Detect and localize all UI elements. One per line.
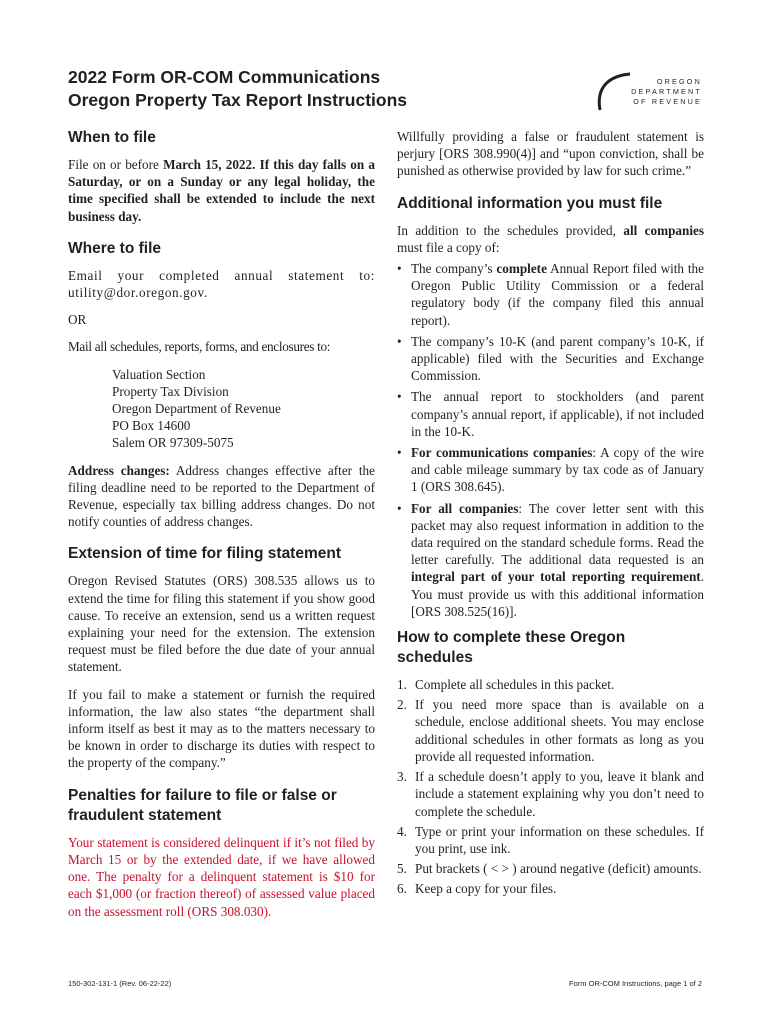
step-text: Complete all schedules in this packet. bbox=[415, 677, 615, 693]
mail-instruction: Mail all schedules, reports, forms, and enclosures to: bbox=[68, 339, 331, 355]
title-line-1: 2022 Form OR-COM Communications bbox=[68, 67, 381, 87]
step-text: Put brackets ( < > ) around negative (deficit) amounts. bbox=[415, 861, 702, 877]
address-line: PO Box 14600 bbox=[112, 418, 191, 434]
logo-line-1: OREGON bbox=[656, 77, 702, 86]
when-to-file-text bbox=[68, 156, 375, 225]
bullet-icon: • bbox=[397, 333, 402, 349]
address-line: Property Tax Division bbox=[112, 383, 229, 399]
where-to-file-heading: Where to file bbox=[68, 239, 162, 257]
page-indicator: Form OR-COM Instructions, page 1 of 2 bbox=[569, 979, 702, 988]
list-item bbox=[397, 696, 704, 765]
address-line: Salem OR 97309-5075 bbox=[112, 435, 234, 451]
list-item bbox=[397, 768, 704, 820]
extension-heading: Extension of time for filing statement bbox=[68, 545, 341, 563]
list-item bbox=[397, 388, 704, 440]
when-to-file-heading: When to file bbox=[68, 129, 156, 146]
extension-paragraph-1: Oregon Revised Statutes (ORS) 308.535 allows us to extend the time for filing this statement if you show good cause. To receive an extension, send us a written request explaining your need for the extension. The extension request must be filed before the due date of your annual statement. bbox=[68, 573, 375, 675]
bullet-icon: • bbox=[397, 389, 402, 405]
item-text: The annual report to stockholders (and parent company’s annual report, if applicable), if not included in the 10-K. bbox=[411, 389, 704, 439]
item-text: The company’s 10-K (and parent company’s 10-K, if applicable) filed with the Securities and Exchange Commission. bbox=[411, 333, 704, 384]
list-item bbox=[397, 880, 704, 897]
item-bold: complete bbox=[496, 261, 547, 277]
item-bold: For communications companies bbox=[411, 445, 593, 461]
step-number: 4. bbox=[397, 823, 407, 839]
intro-bold: all companies bbox=[623, 222, 704, 238]
item-text: : A copy of the wire and cable mileage summary by tax code as of January 1 (ORS 308.645). bbox=[411, 445, 704, 495]
bullet-icon: • bbox=[397, 261, 402, 277]
logo-line-3: OF REVENUE bbox=[633, 97, 702, 106]
logo-line-2: DEPARTMENT bbox=[631, 87, 702, 96]
step-number: 2. bbox=[397, 697, 407, 713]
bullet-icon: • bbox=[397, 445, 402, 461]
when-to-file-bold: March 15, 2022. If this day falls on a Saturday, or on a Sunday or any legal holiday, the time specified shall be extended to include the next business day. bbox=[68, 157, 375, 224]
item-text: : The cover letter sent with this packet may also request information in addition to the data required on the standard schedule forms. Read the letter carefully. The additional data requested is an bbox=[411, 500, 705, 568]
step-text: Type or print your information on these schedules. If you print, use ink. bbox=[415, 823, 704, 856]
list-item bbox=[397, 333, 704, 385]
perjury-statement: Willfully providing a false or fraudulent statement is perjury [ORS 308.990(4)] and “upon conviction, shall be punished as otherwise provided by law for such crime.” bbox=[397, 129, 704, 179]
address-changes-note bbox=[68, 462, 375, 531]
list-item bbox=[397, 444, 704, 496]
item-bold: integral part of your total reporting requirement bbox=[411, 569, 701, 585]
title-line-2: Oregon Property Tax Report Instructions bbox=[68, 90, 408, 110]
left-column bbox=[68, 128, 375, 930]
penalties-heading: Penalties for failure to file or false or fraudulent statement bbox=[68, 786, 337, 824]
address-changes-label: Address changes: bbox=[68, 462, 170, 478]
intro-plain: In addition to the schedules provided, bbox=[397, 222, 624, 238]
item-text: . You must provide us with this additional information [ORS 308.525(16)]. bbox=[411, 569, 704, 619]
list-item bbox=[397, 860, 704, 877]
right-column bbox=[397, 128, 704, 901]
when-to-file-plain: File on or before bbox=[68, 157, 164, 172]
intro-end: must file a copy of: bbox=[397, 239, 500, 255]
steps-list bbox=[397, 676, 704, 897]
page-title bbox=[68, 66, 508, 112]
item-text: Annual Report filed with the Oregon Public Utility Commission or a federal regulatory body (if the company filed this annual report). bbox=[411, 261, 704, 328]
oregon-dor-logo bbox=[590, 72, 710, 112]
list-item bbox=[397, 823, 704, 857]
penalty-statement: Your statement is considered delinquent if it’s not filed by March 15 or by the extended date, if we have allowed one. The penalty for a delinquent statement is $10 for each $1,000 (or fraction thereof) of assessed value placed on the assessment roll (ORS 308.030). bbox=[68, 834, 375, 919]
how-to-complete-heading: How to complete these Oregon schedules bbox=[397, 629, 626, 667]
address-changes-text: Address changes effective after the filing deadline need to be reported to the Department of Revenue, especially tax billing address changes. Do not notify counties of address changes. bbox=[68, 462, 375, 530]
step-number: 3. bbox=[397, 769, 407, 785]
mailing-address bbox=[112, 366, 375, 452]
list-item bbox=[397, 500, 704, 620]
item-bold: For all companies bbox=[411, 500, 519, 516]
step-text: Keep a copy for your files. bbox=[415, 881, 557, 897]
step-text: If you need more space than is available on a schedule, enclose additional sheets. You may enclose additional schedules in other formats as long as you provide all requested information. bbox=[415, 697, 704, 764]
additional-info-heading: Additional information you must file bbox=[397, 194, 663, 212]
email-instruction: Email your completed annual statement to: utility@dor.oregon.gov. bbox=[68, 267, 375, 301]
or-separator: OR bbox=[68, 312, 87, 328]
list-item bbox=[397, 260, 704, 329]
form-number: 150-302-131-1 (Rev. 06-22-22) bbox=[68, 979, 172, 988]
item-text: The company’s bbox=[411, 261, 497, 277]
step-number: 6. bbox=[397, 881, 407, 897]
extension-paragraph-2: If you fail to make a statement or furnish the required information, the law also states “the department shall inform itself as best it may as to the matters necessary to be known in order to discharge its duties with respect to the property of the company.” bbox=[68, 686, 375, 771]
step-number: 5. bbox=[397, 861, 407, 877]
additional-intro bbox=[397, 222, 704, 256]
address-line: Oregon Department of Revenue bbox=[112, 401, 281, 417]
bullet-icon: • bbox=[397, 500, 402, 516]
step-number: 1. bbox=[397, 677, 407, 693]
list-item bbox=[397, 676, 704, 693]
step-text: If a schedule doesn’t apply to you, leave it blank and include a statement explaining why you don’t need to complete the schedule. bbox=[415, 769, 704, 819]
additional-list bbox=[397, 260, 704, 620]
address-line: Valuation Section bbox=[112, 366, 206, 382]
